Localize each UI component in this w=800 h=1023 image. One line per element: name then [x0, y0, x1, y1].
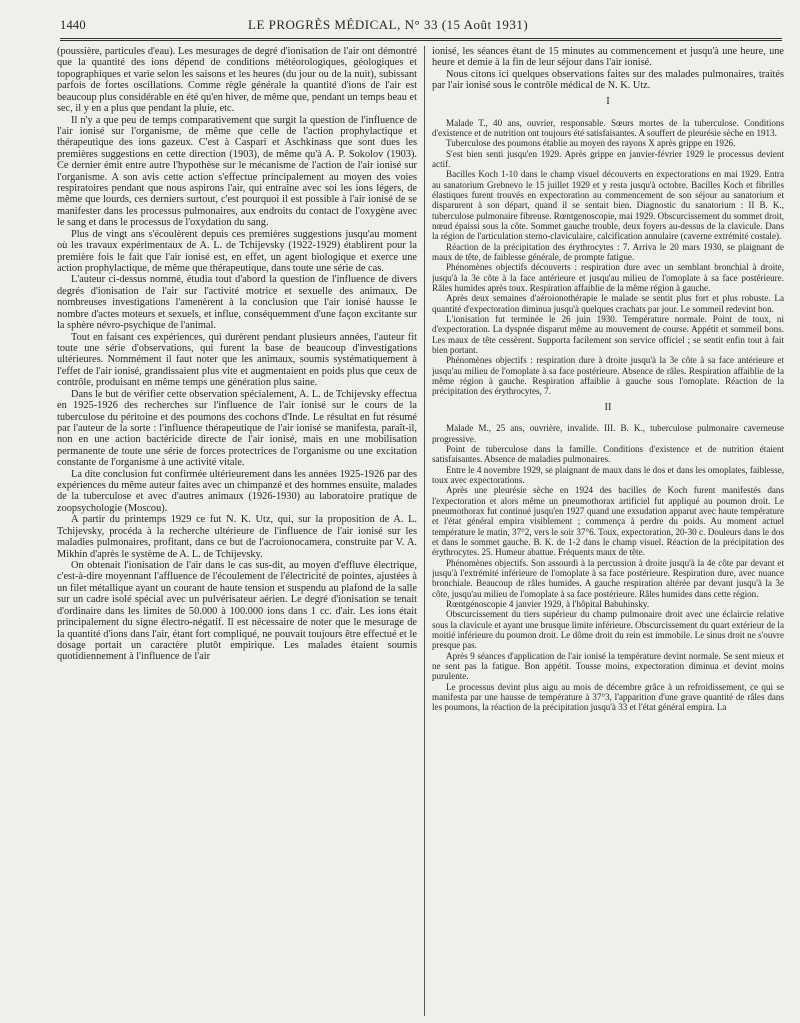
paragraph: Plus de vingt ans s'écoulèrent depuis ces premières suggestions jusqu'au moment où les travaux expérimentaux de A. L. de Tchijevsky (1922-1929) établirent pour la première fois le fait que l'air ionisé est, en effet, un agent biologique et exerce une action prophylactique, de même que thérapeutique, dans toute une série de cas. [57, 228, 417, 275]
section-number: I [606, 96, 610, 108]
left-column [57, 46, 417, 1016]
case-paragraph: Rœntgénoscopie 4 janvier 1929, à l'hôpital Babuhinsky. [446, 599, 650, 609]
case-paragraph: Réaction de la précipitation des érythrocytes : 7. Arriva le 20 mars 1930, se plaignant de maux de tête, de faiblesse générale, de prompte fatigue. [432, 241, 784, 262]
case-paragraph: Malade M., 25 ans, ouvrière, invalide. III. B. K., tuberculose pulmonaire caverneuse progressive. [432, 423, 784, 444]
paragraph: Tout en faisant ces expériences, qui durèrent pendant plusieurs années, l'auteur fit toute une série d'observations, qui furent la base de beaucoup d'investigations ultérieures. Nommément il faut noter que les animaux, soumis systématiquement à l'effet de l'air ionisé, grandissaient plus vite et augmentaient en poids plus que ceux de contrôle, produisant en même temps une génération plus saine. [57, 331, 417, 389]
case-paragraph: Phénomènes objectifs : respiration dure à droite jusqu'à la 3e côte à sa face antérieure et jusqu'au milieu de l'omoplate à sa face postérieure. Absence de râles. Respiration affaiblie de la même région à gauche. Respiration affaiblie à gauche sous l'omoplate. Réaction de la précipitation des érythrocytes, 7. [432, 355, 784, 397]
right-column [432, 46, 784, 1016]
case-paragraph: Malade T., 40 ans, ouvrier, responsable. Sœurs mortes de la tuberculose. Conditions d'existence et de nutrition ont toujours été satisfaisantes. A souffert de pleurésie sèche en 1913. [432, 117, 784, 138]
paragraph: A partir du printemps 1929 ce fut N. K. Utz, qui, sur la proposition de A. L. Tchijevsky, procéda à la recherche ultérieure de l'influence de l'air ionisé sur les maladies pulmonaires, profitant, dans ce but de l'acroionocamera, construite par V. A. Mikhin d'après le système de A. L. de Tchijevsky. [57, 514, 417, 560]
paragraph: Il n'y a que peu de temps comparativement que surgit la question de l'influence de l'air ionisé sur l'organisme, de même que celle de l'action prophylactique et thérapeutique des ions gazeux. C'est à Caspari et Aschkinass que sont dues les premières suggestions en cette direction (1903), de même qu'à A. P. Sokolov (1903). Ce dernier émit entre autre l'hypothèse sur le mécanisme de l'action de l'air ionisé sur l'organisme. A son avis cette action s'effectue principalement au moyen des voies respiratoires pendant que nous aspirons l'air, qui entraîne avec soi les ions légers, de même que lourds, ces derniers surtout, c'est pourquoi il est possible à l'air ionisé de se manifester dans les processus pulmonaires, aux endroits du contact de l'oxygène avec le sang et dans le processus de l'oxydation du sang. [57, 114, 417, 229]
header-rule [60, 38, 782, 41]
page-header [60, 14, 780, 36]
case-paragraph: Après 9 séances d'application de l'air ionisé la température devint normale. Se sent mieux et ne sent pas la fatigue. Bon appétit. Tousse moins, expectoration diminua et devint moins purulente. [432, 650, 784, 682]
case-paragraph: S'est bien senti jusqu'en 1929. Après grippe en janvier-février 1929 le processus devient actif. [432, 148, 784, 169]
case-paragraph: L'ionisation fut terminée le 26 juin 1930. Température normale. Point de toux, ni d'expectoration. La dyspnée disparut même au mouvement de course. Appétit et sommeil bons. Les maux de tête cessèrent. Supporta facilement son service officiel ; se sentit enfin tout à fait bien portant. [432, 314, 784, 356]
journal-title: LE PROGRÈS MÉDICAL, N° 33 (15 Août 1931) [248, 17, 529, 32]
case-paragraph: Le processus devint plus aigu au mois de décembre grâce à un refroidissement, ce qui se manifesta par une hausse de température à 37°3, l'apparition d'une grave quantité de râles dans les poumons, la réaction de la précipitation jusqu'à 33 et l'état général empira. La [432, 681, 784, 713]
case-paragraph: Bacilles Koch 1-10 dans le champ visuel découverts en expectorations en mai 1929. Entra au sanatorium Grebnevo le 15 juillet 1929 et y resta jusqu'à octobre. Bacilles Koch et fibrilles élastiques furent trouvés en expectoration au commencement de son séjour au sanatorium et disparurent à son départ, quand il se sentait bien. Diagnostic du sanatorium : II B. K., tuberculose pulmonaire fibreuse. Rœntgenoscopie, mai 1929. Obscurcissement du sommet droit, nœud épaissi sous la côte. Sommet gauche trouble, deux foyers au-dessus de la clavicule. Dans la région de l'articulation sterno-claviculaire, calcification annulaire (caverne extrémité costale). [432, 169, 784, 242]
case-paragraph: Après une pleurésie sèche en 1924 des bacilles de Koch furent manifestés dans l'expectoration et alors même un pneumothorax artificiel fut appliqué au poumon droit. Le pneumothorax fut continué jusqu'en 1927 quand une exsudation apparut avec haute température et l'état général empira visiblement ; commença à perdre du poids. Au moment actuel température le matin, 37°2, vers le soir 37°6. Toux, expectoration, 20-30 c. Douleurs dans le dos et dans le sommet gauche. B. K. de 1-2 dans le champ visuel. Réaction de la précipitation des érythrocytes. 25. Humeur abattue. Fréquents maux de tête. [432, 485, 784, 558]
page-number: 1440 [60, 18, 86, 32]
paragraph: Nous citons ici quelques observations faites sur des malades pulmonaires, traités par l'air ionisé sous le contrôle médical de N. K. Utz. [432, 68, 784, 91]
case-paragraph: Point de tuberculose dans la famille. Conditions d'existence et de nutrition étaient satisfaisantes. Absence de maladies pulmonaires. [432, 443, 784, 465]
case-paragraph: Phénomènes objectifs découverts : respiration dure avec un semblant bronchial à droite, jusqu'à la 3e côte à la face antérieure et jusqu'au milieu de l'omoplate à sa face postérieure. Râles humides après toux. Respiration affaiblie de la même région à gauche. [432, 262, 784, 294]
column-divider [424, 46, 425, 1016]
paragraph: L'auteur ci-dessus nommé, étudia tout d'abord la question de l'influence de divers degrés d'ionisation de l'air sur l'activité motrice et sexuelle des animaux. De nombreuses investigations l'amenèrent à la conclusion que l'air ionisé hausse le nombre d'actes moteurs et sexuels, et influe, conséquemment d'une façon excitante sur la sphère névro-psychique de l'animal. [57, 274, 417, 332]
paragraph: La dite conclusion fut confirmée ultérieurement dans les années 1925-1926 par des expériences du même auteur faites avec un chimpanzé et des hommes ensuite, malades de la tuberculose et avec d'autres animaux (1926-1930) au laboratoire pratique de zoopsychologie (Moscou). [57, 468, 417, 514]
section-number: II [604, 401, 612, 413]
case-paragraph: Après deux semaines d'aéroionothérapie le malade se sentit plus fort et plus robuste. La quantité d'expectoration diminua jusqu'à quelques crachats par jour. Le sommeil redevint bon. [432, 293, 784, 314]
case-paragraph: Tuberculose des poumons établie au moyen des rayons X après grippe en 1926. [446, 138, 736, 149]
paragraph: Dans le but de vérifier cette observation spécialement, A. L. de Tchijevsky effectua en 1925-1926 des recherches sur l'influence de l'air ionisé sur le cours de la tuberculose du péritoine et des poumons des cochons d'Inde. Le résultat en fut résumé par l'auteur de la sorte : l'influence thérapeutique de l'air ionisé se manifesta, paraît-il, non en une action bactéricide directe de l'air ionisé, mais en une mobilisation permanente de toute une série de forces protectrices de l'organisme ou une excitation constante de l'organisme à une activité vitale. [57, 388, 417, 469]
paragraph: ionisé, les séances étant de 15 minutes au commencement et jusqu'à une heure, une heure et demie à la fin de leur séjour dans l'air ionisé. [432, 46, 784, 69]
paragraph: On obtenait l'ionisation de l'air dans le cas sus-dit, au moyen d'effluve électrique, c'est-à-dire moyennant l'affluence de l'écoulement de l'électricité de pointes, ajustées à un filet métallique ayant un courant de haute tension et suspendu au plafond de la salle sur un cadre isolé spécial avec un pulvérisateur aérien. Le degré d'ionisation se tenait d'ordinaire dans les limites de 50.000 à 100.000 ions dans 1 cc. d'air. Les ions était principalement du signe électro-négatif. Il est nécessaire de noter que le mesurage de la quantité d'ions dans l'air, étant fort compliqué, ne pouvait toujours être effectué et le dosage portait un caractère plutôt empirique. Les malades étaient soumis quotidiennement à l'influence de l'air [57, 559, 417, 663]
case-paragraph: Obscurcissement du tiers supérieur du champ pulmonaire droit avec une éclaircie relative sous la clavicule et ayant une brusque limite inférieure. Obscurcissement du quart extérieur de la moitié inférieure du poumon droit. Le dôme droit du rein est immobile. Le sinus droit ne s'ouvre presque pas. [432, 609, 784, 651]
case-paragraph: Phénomènes objectifs. Son assourdi à la percussion à droite jusqu'à la 4e côte par devant et jusqu'à l'extrémité inférieure de l'omoplate à sa face postérieure. Respiration dure, avec nuance bronchiale. Beaucoup de râles humides. A gauche respiration altérée par devant jusqu'à la 3e côte, jusqu'au milieu de l'omoplate à sa face postérieure. Râles humides dans cette région. [432, 557, 784, 599]
case-paragraph: Entre le 4 novembre 1929, se plaignant de maux dans le dos et dans les omoplates, faiblesse, toux avec expectorations. [432, 464, 784, 485]
paragraph: (poussière, particules d'eau). Les mesurages de degré d'ionisation de l'air ont démontré que la quantité des ions dépend de conditions météorologiques, géologiques et topographiques et varie selon les saisons et les heures (du jour ou de la nuit), subissant parfois de fortes oscillations. Comme règle générale la quantité d'ions de l'air est beaucoup plus considérable en été qu'en hiver, de même que, pendant un temps beau et sec, il y en a plus que pendant la pluie, etc. [57, 46, 417, 115]
